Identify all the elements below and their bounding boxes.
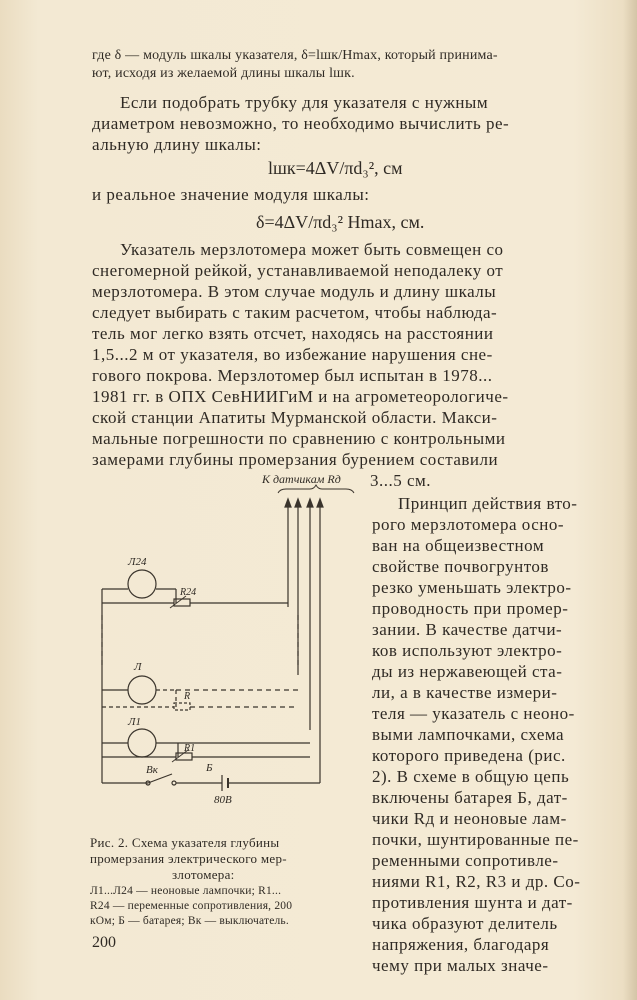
figure-label-r24: R24 [180,587,197,598]
text-line-p2-5: тель мог легко взять отсчет, находясь на расстоянии [92,324,494,343]
right-col-line-1: Принцип действия вто- [398,494,578,513]
figure-caption-line-1: Рис. 2. Схема указателя глубины [90,835,280,850]
text-line-p2-7: гового покрова. Мерзлотомер был испытан в 1978... [92,366,493,385]
right-col-line-7: зании. В качестве датчи- [372,620,563,639]
figure-label-r: R [184,691,191,702]
page-number: 200 [92,934,116,951]
right-col-line-3: ван на общеизвестном [372,536,545,555]
figure-label-battery: Б [206,762,213,774]
text-line-p2-4: следует выбирать с таким расчетом, чтобы наблюда- [92,303,498,322]
text-line-p2-9: ской станции Апатиты Мурманской области. Макси- [92,408,498,427]
right-col-line-21: чика образуют делитель [372,914,558,933]
text-line-p1-2: диаметром невозможно, то необходимо вычислить ре- [92,114,510,133]
page-spine-shadow [623,0,637,1000]
right-col-line-18: ременными сопротивле- [372,851,559,870]
figure-label-l: Л [134,661,142,673]
figure-label-r1: R1 [184,743,196,754]
right-col-line-14: 2). В схеме в общую цепь [372,767,570,786]
right-col-line-5: резко уменьшать электро- [372,578,572,597]
figure-label-sensors: К датчикам Rд [262,472,341,486]
figure-label-vk: Вк [146,764,158,776]
text-line-p2-10: мальные погрешности по сравнению с контрольными [92,429,506,448]
right-col-line-15: включены батарея Б, дат- [372,788,568,807]
right-col-line-8: ков используют электро- [372,641,563,660]
right-col-line-17: почки, шунтированные пе- [372,830,579,849]
figure-caption-line-3: злотомера: [172,867,235,882]
figure-note-line-3: кОм; Б — батарея; Вк — выключатель. [90,915,289,927]
right-col-line-23: чему при малых значе- [372,956,549,975]
text-line-p2-11: замерами глубины промерзания бурением составили [92,450,499,469]
figure-label-l1: Л1 [128,716,141,728]
circuit-diagram [88,465,368,830]
figure-note-line-2: R24 — переменные сопротивления, 200 [90,900,293,912]
right-col-line-16: чики Rд и неоновые лам- [372,809,567,828]
text-line-p2-2: снегомерной рейкой, устанавливаемой неподалеку от [92,261,504,280]
text-line-mid: и реальное значение модуля шкалы: [92,185,370,204]
right-col-line-6: проводность при промер- [372,599,569,618]
right-col-line-12: выми лампочками, схема [372,725,565,744]
right-col-line-2: рого мерзлотомера осно- [372,515,564,534]
right-col-line-19: ниями R1, R2, R3 и др. Со- [372,872,581,891]
text-line-top-1: где δ — модуль шкалы указателя, δ=lшк/Hmax, который принима- [92,48,498,63]
text-line-p2-8: 1981 гг. в ОПХ СевНИИГиМ и на агрометеорологиче- [92,387,509,406]
text-line-p2-6: 1,5...2 м от указателя, во избежание нарушения сне- [92,345,493,364]
figure-label-l24: Л24 [128,556,147,568]
text-line-p2-12: 3...5 см. [370,471,432,490]
text-line-p1-3: альную длину шкалы: [92,135,262,154]
text-line-p2-1: Указатель мерзлотомера может быть совмещен со [120,240,504,259]
right-col-line-4: свойстве почвогрунтов [372,557,549,576]
figure-label-voltage: 80В [214,794,232,806]
right-col-line-10: ли, а в качестве измери- [372,683,558,702]
formula-scale-length: lшк=4ΔV/πd₃², см [268,158,403,178]
text-line-p1-1: Если подобрать трубку для указателя с нужным [120,93,489,112]
right-col-line-22: напряжения, благодаря [372,935,550,954]
figure-caption-line-2: промерзания электрического мер- [90,851,287,866]
right-col-line-9: ды из нержавеющей ста- [372,662,563,681]
text-line-p2-3: мерзлотомера. В этом случае модуль и длину шкалы [92,282,497,301]
text-line-top-2: ют, исходя из желаемой длины шкалы lшк. [92,66,355,81]
figure-note-line-1: Л1...Л24 — неоновые лампочки; R1... [90,885,282,897]
right-col-line-20: противления шунта и дат- [372,893,573,912]
right-col-line-13: которого приведена (рис. [372,746,566,765]
formula-scale-modulus: δ=4ΔV/πd₃² Hmax, см. [256,212,425,232]
right-col-line-11: теля — указатель с неоно- [372,704,575,723]
